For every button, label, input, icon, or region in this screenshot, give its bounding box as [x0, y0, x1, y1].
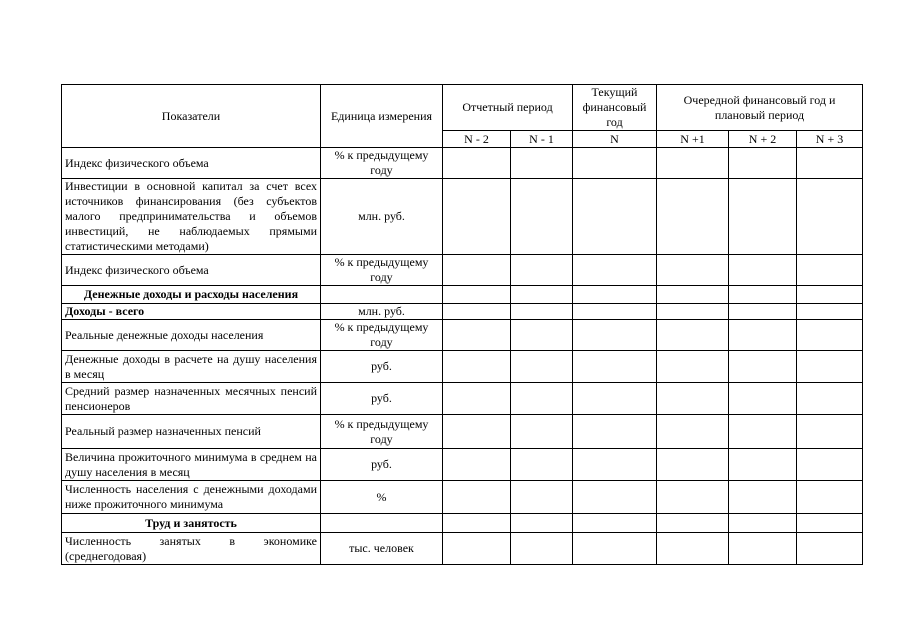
value-cell: [657, 304, 729, 320]
value-cell: [443, 320, 511, 351]
unit-cell: руб.: [321, 449, 443, 481]
value-cell: [797, 383, 863, 415]
value-cell: [797, 320, 863, 351]
planning-period-header: Очередной финансовый год и плановый период: [657, 85, 863, 131]
value-cell: [573, 481, 657, 514]
value-cell: [511, 304, 573, 320]
indicator-cell: Реальный размер назначенных пенсий: [62, 415, 321, 449]
value-cell: [511, 320, 573, 351]
value-cell: [657, 255, 729, 286]
value-cell: [657, 415, 729, 449]
value-cell: [573, 415, 657, 449]
unit-cell: [321, 514, 443, 533]
value-cell: [573, 514, 657, 533]
value-cell: [573, 383, 657, 415]
table-body: [62, 148, 863, 565]
value-cell: [657, 533, 729, 565]
value-cell: [657, 148, 729, 179]
value-cell: [797, 533, 863, 565]
value-cell: [573, 179, 657, 255]
value-cell: [573, 533, 657, 565]
value-cell: [511, 255, 573, 286]
section-title: Труд и занятость: [62, 514, 321, 533]
value-cell: [797, 481, 863, 514]
indicator-cell: Индекс физического объема: [62, 255, 321, 286]
header-row: [62, 85, 863, 131]
value-cell: [511, 449, 573, 481]
value-cell: [729, 383, 797, 415]
indicator-cell: Величина прожиточного минимума в среднем на душу населения в месяц: [62, 449, 321, 481]
indicator-cell: Численность населения с денежными доходами ниже прожиточного минимума: [62, 481, 321, 514]
value-cell: [729, 320, 797, 351]
value-cell: [511, 415, 573, 449]
year-header: N - 1: [511, 131, 573, 148]
indicators-table: [61, 84, 863, 565]
value-cell: [729, 514, 797, 533]
value-cell: [573, 449, 657, 481]
unit-cell: % к предыдущему году: [321, 255, 443, 286]
value-cell: [797, 514, 863, 533]
value-cell: [443, 533, 511, 565]
unit-cell: млн. руб.: [321, 179, 443, 255]
table-row: [62, 148, 863, 179]
value-cell: [729, 286, 797, 304]
value-cell: [729, 481, 797, 514]
table-row: [62, 351, 863, 383]
table-row: [62, 533, 863, 565]
value-cell: [729, 415, 797, 449]
value-cell: [729, 148, 797, 179]
unit-cell: % к предыдущему году: [321, 415, 443, 449]
value-cell: [511, 481, 573, 514]
unit-cell: млн. руб.: [321, 304, 443, 320]
value-cell: [797, 148, 863, 179]
value-cell: [443, 255, 511, 286]
unit-header: Единица измерения: [321, 85, 443, 148]
value-cell: [443, 514, 511, 533]
value-cell: [443, 304, 511, 320]
value-cell: [729, 351, 797, 383]
value-cell: [657, 179, 729, 255]
section-row: [62, 514, 863, 533]
value-cell: [443, 383, 511, 415]
indicators-header: Показатели: [62, 85, 321, 148]
indicator-cell: Доходы - всего: [62, 304, 321, 320]
unit-cell: % к предыдущему году: [321, 320, 443, 351]
value-cell: [511, 179, 573, 255]
table-row: [62, 383, 863, 415]
value-cell: [729, 449, 797, 481]
value-cell: [729, 255, 797, 286]
value-cell: [657, 514, 729, 533]
value-cell: [443, 351, 511, 383]
table-row: [62, 481, 863, 514]
value-cell: [657, 351, 729, 383]
value-cell: [657, 449, 729, 481]
indicator-cell: Инвестиции в основной капитал за счет всех источников финансирования (без субъектов малого предпринимательства и объемов инвестиций, не наблюдаемых прямыми статистическими методами): [62, 179, 321, 255]
value-cell: [511, 286, 573, 304]
value-cell: [511, 533, 573, 565]
unit-cell: [321, 286, 443, 304]
value-cell: [573, 148, 657, 179]
unit-cell: руб.: [321, 383, 443, 415]
value-cell: [797, 179, 863, 255]
table-row: [62, 415, 863, 449]
value-cell: [797, 286, 863, 304]
year-header: N + 2: [729, 131, 797, 148]
value-cell: [573, 320, 657, 351]
indicator-cell: Индекс физического объема: [62, 148, 321, 179]
table-row: [62, 320, 863, 351]
value-cell: [729, 179, 797, 255]
value-cell: [511, 148, 573, 179]
table-row: [62, 449, 863, 481]
value-cell: [729, 304, 797, 320]
value-cell: [511, 514, 573, 533]
year-header: N +1: [657, 131, 729, 148]
indicator-cell: Численность занятых в экономике (среднегодовая): [62, 533, 321, 565]
value-cell: [573, 255, 657, 286]
value-cell: [573, 286, 657, 304]
unit-cell: %: [321, 481, 443, 514]
value-cell: [797, 304, 863, 320]
value-cell: [797, 255, 863, 286]
value-cell: [511, 351, 573, 383]
value-cell: [657, 383, 729, 415]
reporting-period-header: Отчетный период: [443, 85, 573, 131]
value-cell: [443, 179, 511, 255]
value-cell: [657, 286, 729, 304]
value-cell: [797, 351, 863, 383]
value-cell: [657, 481, 729, 514]
unit-cell: тыс. человек: [321, 533, 443, 565]
table-row: [62, 304, 863, 320]
value-cell: [443, 449, 511, 481]
unit-cell: % к предыдущему году: [321, 148, 443, 179]
indicator-cell: Средний размер назначенных месячных пенсий пенсионеров: [62, 383, 321, 415]
section-row: [62, 286, 863, 304]
value-cell: [443, 148, 511, 179]
value-cell: [511, 383, 573, 415]
table-row: [62, 255, 863, 286]
value-cell: [797, 449, 863, 481]
value-cell: [657, 320, 729, 351]
value-cell: [443, 415, 511, 449]
value-cell: [573, 351, 657, 383]
indicator-cell: Реальные денежные доходы населения: [62, 320, 321, 351]
indicator-cell: Денежные доходы в расчете на душу населения в месяц: [62, 351, 321, 383]
year-header: N + 3: [797, 131, 863, 148]
year-header: N - 2: [443, 131, 511, 148]
value-cell: [573, 304, 657, 320]
value-cell: [729, 533, 797, 565]
value-cell: [443, 286, 511, 304]
section-title: Денежные доходы и расходы населения: [62, 286, 321, 304]
table-row: [62, 179, 863, 255]
unit-cell: руб.: [321, 351, 443, 383]
value-cell: [443, 481, 511, 514]
current-year-header: Текущий финансовый год: [573, 85, 657, 131]
value-cell: [797, 415, 863, 449]
year-header: N: [573, 131, 657, 148]
